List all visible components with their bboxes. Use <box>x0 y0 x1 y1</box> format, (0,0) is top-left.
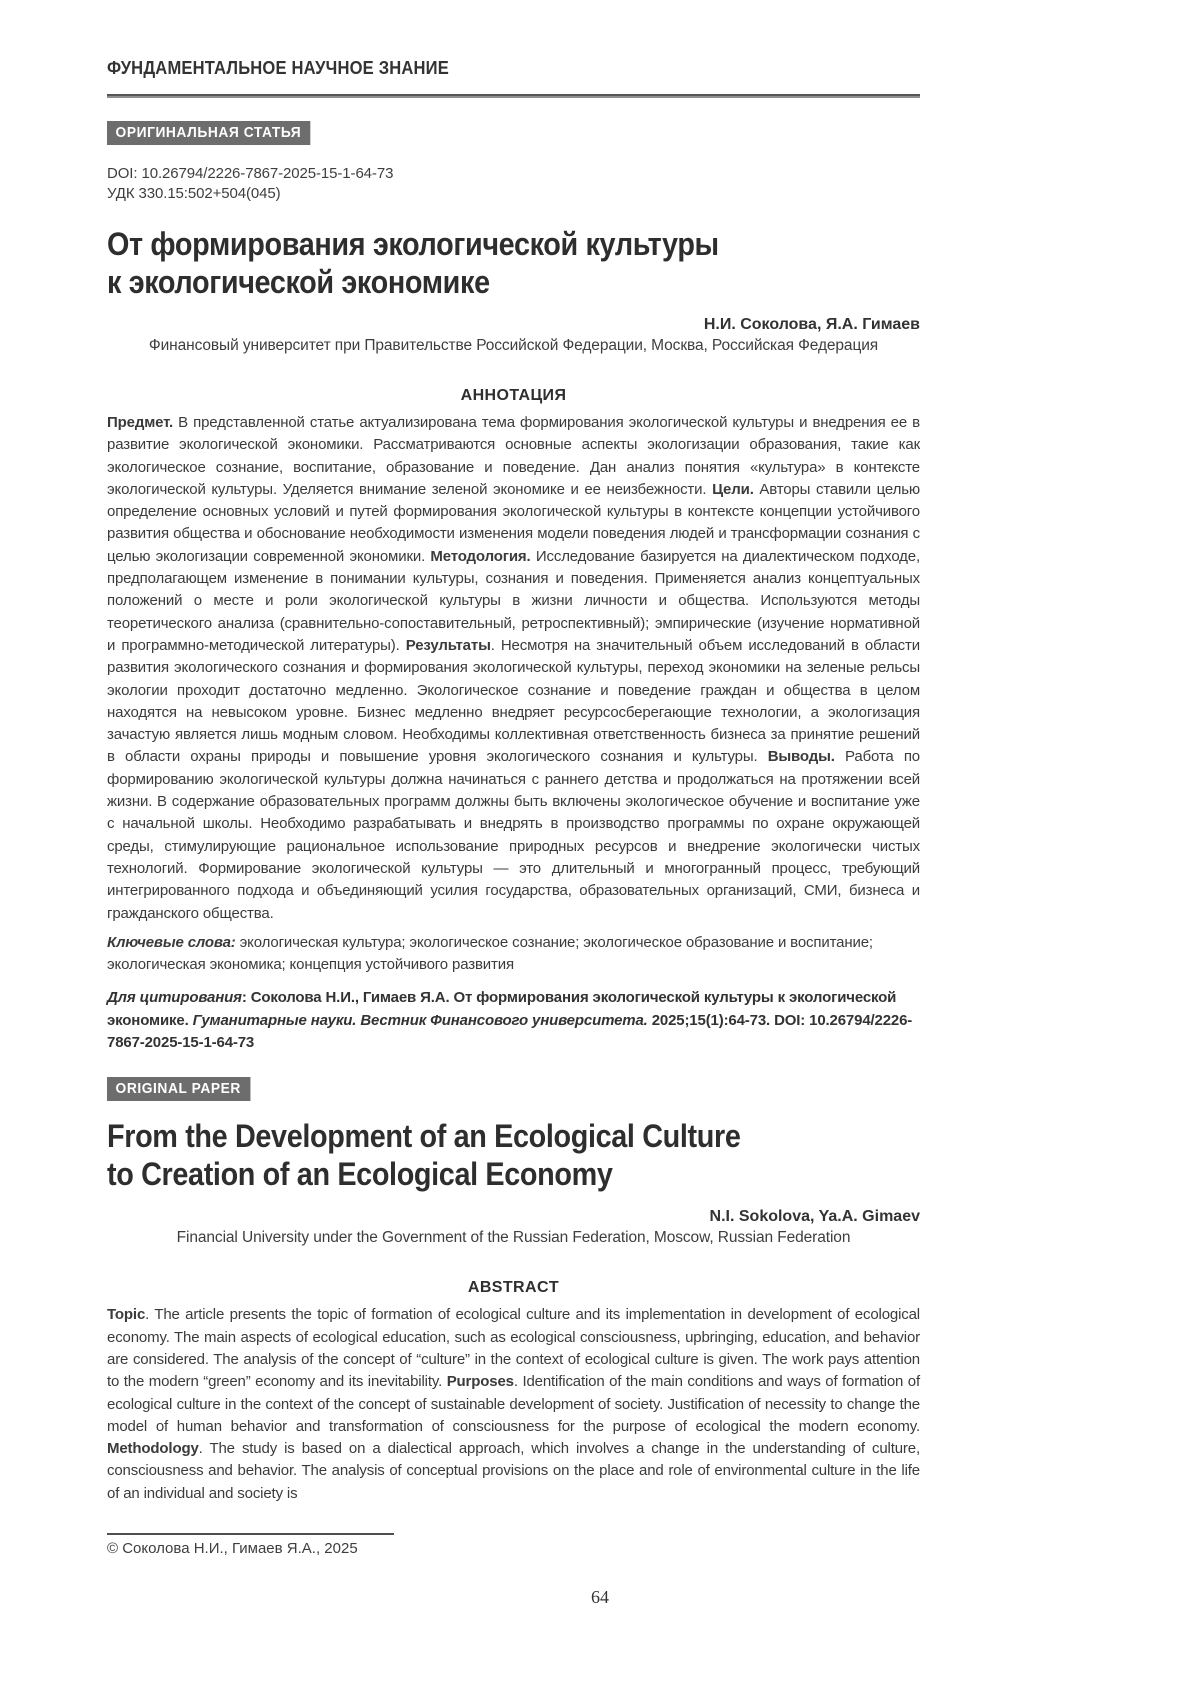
article-title-en <box>107 1117 920 1193</box>
abstract-text-ru: Предмет. В представленной статье актуализирована тема формирования экологической культуры и внедрения ее в развитие экологической экономики. Рассматриваются основные аспекты экологизации образования, такие как экологическое сознание, воспитание, образование и поведение. Дан анализ понятия «культура» в контексте экологической культуры. Уделяется внимание зеленой экономике и ее неизбежности. Цели. Авторы ставили целью определение основных условий и путей формирования экологической культуры в контексте концепции устойчивого развития общества и обоснование необходимости изменения модели поведения людей и трансформации сознания с целью экологизации современной экономики. Методология. Исследование базируется на диалектическом подходе, предполагающем изменение в понимании культуры, сознания и поведения. Применяется анализ концептуальных положений о месте и роли экологической культуры в жизни личности и общества. Используются методы теоретического анализа (сравнительно-сопоставительный, ретроспективный); эмпирические (изучение нормативной и программно-методической литературы). Результаты. Несмотря на значительный объем исследований в области развития экологического сознания и формирования экологической культуры, переход экономики на зеленые рельсы экологии проходит достаточно медленно. Экологическое сознание и поведение граждан и общества в целом находятся на невысоком уровне. Бизнес медленно внедряет ресурсосберегающие технологии, а экологизация зачастую является лишь модным словом. Необходимы коллективная ответственность бизнеса за принятие решений в области охраны природы и повышение уровня экологического сознания и культуры. Выводы. Работа по формированию экологической культуры должна начинаться с раннего детства и продолжаться на протяжении всей жизни. В содержание образовательных программ должны быть включены экологическое обучение и воспитание уже с начальной школы. Необходимо разрабатывать и внедрять в производство программы по охране окружающей среды, стимулирующие рациональное использование природных ресурсов и внедрение экологически чистых технологий. Формирование экологической культуры — это длительный и многогранный процесс, требующий интегрированного подхода и объединяющий усилия государства, образовательных организаций, СМИ, бизнеса и гражданского общества. <box>107 414 920 922</box>
article-meta <box>107 164 920 204</box>
journal-section-header: ФУНДАМЕНТАЛЬНОЕ НАУЧНОЕ ЗНАНИЕ <box>107 58 449 78</box>
abstract-text-en: Topic. The article presents the topic of formation of ecological culture and its implementation in development of ecological economy. The main aspects of ecological education, such as ecological consciousness, upbringing, education, and behavior are considered. The analysis of the concept of “culture” in the context of ecological culture is given. The work pays attention to the modern “green” economy and its inevitability. Purposes. Identification of the main conditions and ways of formation of ecological culture in the context of the concept of sustainable development of society. Justification of necessity to change the model of human behavior and transformation of consciousness for the purpose of ecological the modern economy. Methodology. The study is based on a dialectical approach, which involves a change in the understanding of culture, consciousness and behavior. The analysis of conceptual provisions on the place and role of environmental culture in the life of an individual and society is <box>107 1306 920 1502</box>
udk-line: УДК 330.15:502+504(045) <box>107 185 281 202</box>
article-title-en-line1: From the Development of an Ecological Culture <box>107 1118 741 1155</box>
copyright-line: © Соколова Н.И., Гимаев Я.А., 2025 <box>107 1540 358 1557</box>
article-type-badge-en: ORIGINAL PAPER <box>107 1077 250 1101</box>
affiliation-ru: Финансовый университет при Правительстве Российской Федерации, Москва, Российская Федерация <box>148 337 879 354</box>
authors-en: N.I. Sokolova, Ya.A. Gimaev <box>709 1208 920 1226</box>
page-footer <box>107 1533 1010 1557</box>
english-article-block <box>107 1054 920 1505</box>
keywords-ru: Ключевые слова: экологическая культура; экологическое сознание; экологическое образование и воспитание; экологическая экономика; концепция устойчивого развития <box>107 933 873 974</box>
authors-ru: Н.И. Соколова, Я.А. Гимаев <box>703 316 920 333</box>
citation-block: Для цитирования: Соколова Н.И., Гимаев Я.А. От формирования экологической культуры к экологической экономике. Гуманитарные науки. Вестник Финансового университета. 2025;15(1):64-73. DOI: 10.26794/2226-7867-2025-15-1-64-73 <box>107 989 913 1052</box>
russian-article-block <box>107 98 920 1054</box>
affiliation-en: Financial University under the Government of the Russian Federation, Moscow, Russian Federation <box>176 1229 851 1247</box>
footer-divider <box>107 1533 394 1535</box>
article-title-ru-line2: к экологической экономике <box>107 264 490 300</box>
abstract-heading-en: ABSTRACT <box>467 1279 560 1297</box>
article-title-en-line2: to Creation of an Ecological Economy <box>107 1156 613 1193</box>
doi-line: DOI: 10.26794/2226-7867-2025-15-1-64-73 <box>107 165 394 182</box>
article-type-badge-ru: ОРИГИНАЛЬНАЯ СТАТЬЯ <box>107 121 311 145</box>
abstract-heading-ru: АННОТАЦИЯ <box>460 387 567 404</box>
article-title-ru-line1: От формирования экологической культуры <box>107 226 719 262</box>
page-number: 64 <box>591 1587 609 1607</box>
article-title-ru <box>107 225 920 301</box>
